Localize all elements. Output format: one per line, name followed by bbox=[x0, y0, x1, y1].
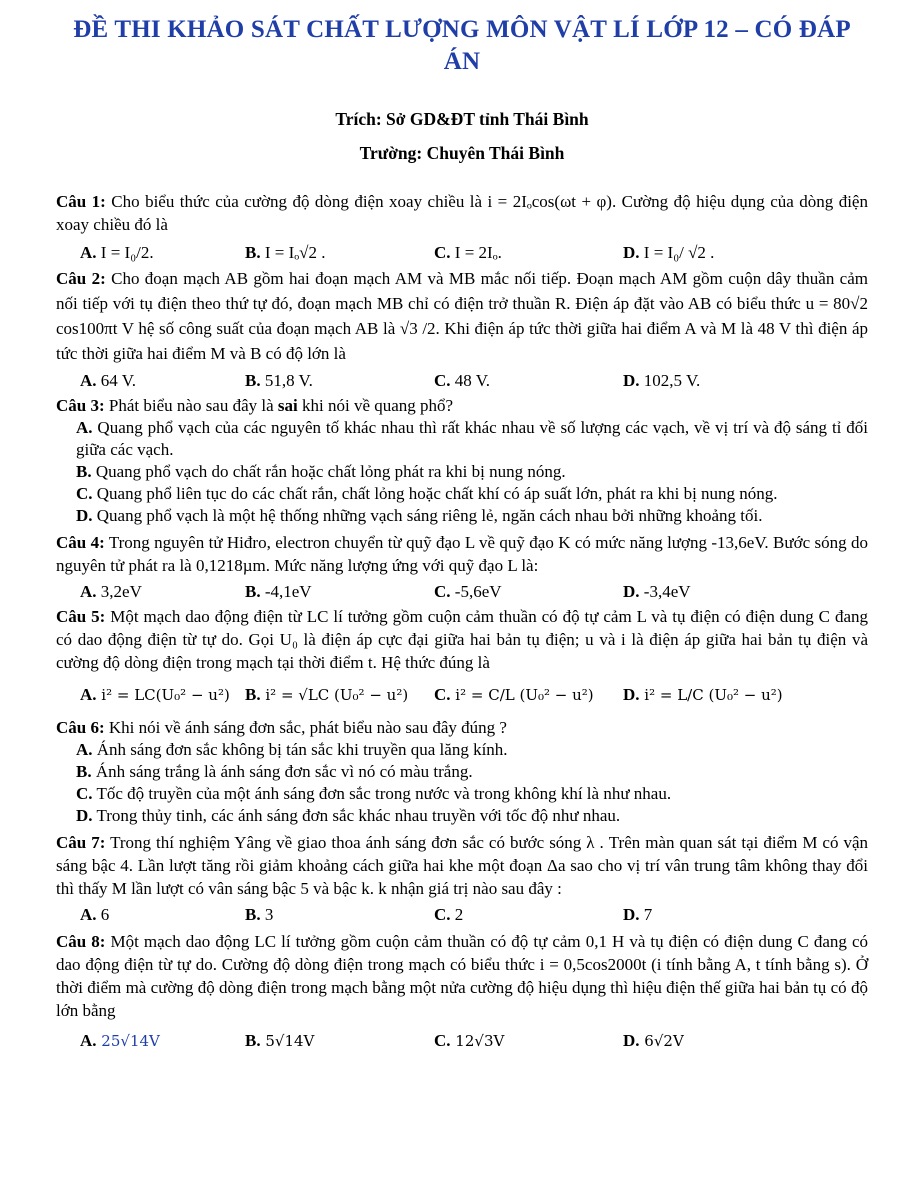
question-2-options bbox=[56, 370, 868, 392]
question-5 bbox=[56, 605, 868, 706]
option-b-label: B. bbox=[76, 462, 92, 481]
question-1 bbox=[56, 190, 868, 264]
question-3-emphasis: sai bbox=[277, 396, 298, 415]
option-d bbox=[623, 1030, 812, 1052]
question-2-label: Câu 2: bbox=[56, 269, 106, 288]
option-a bbox=[56, 581, 245, 603]
option-c bbox=[56, 483, 868, 505]
option-c-text: 48 V. bbox=[450, 371, 491, 390]
option-d-label: D. bbox=[623, 582, 640, 601]
option-c bbox=[434, 1030, 623, 1052]
option-c-text: Quang phổ liên tục do các chất rắn, chất lỏng hoặc chất khí có áp suất lớn, phát ra khi bị nung nóng. bbox=[92, 484, 778, 503]
question-7-options bbox=[56, 904, 868, 926]
question-8-label: Câu 8: bbox=[56, 932, 106, 951]
question-4-options bbox=[56, 581, 868, 603]
option-b-label: B. bbox=[245, 685, 261, 704]
option-b-text: i² = √LC (U₀² − u²) bbox=[260, 686, 409, 704]
option-b-text: Quang phổ vạch do chất rắn hoặc chất lỏng phát ra khi bị nung nóng. bbox=[91, 462, 566, 481]
question-7 bbox=[56, 831, 868, 926]
option-b-label: B. bbox=[245, 905, 261, 924]
option-b-label: B. bbox=[245, 371, 261, 390]
option-c-label: C. bbox=[76, 484, 93, 503]
question-5-text: Một mạch dao động điện từ LC lí tưởng gồm cuộn cảm thuần có độ tự cảm L và tụ điện có điện dung C đang có dao động điện từ tự do. Gọi U₀ là điện áp cực đại giữa hai bản tụ điện; u và i là điện áp giữa hai bản tụ điện và cường độ dòng điện trong mạch tại thời điểm t. Hệ thức đúng là bbox=[56, 607, 868, 672]
page-title: ĐỀ THI KHẢO SÁT CHẤT LƯỢNG MÔN VẬT LÍ LỚP 12 – CÓ ĐÁP ÁN bbox=[73, 16, 851, 75]
option-c-label: C. bbox=[434, 371, 451, 390]
option-d bbox=[623, 370, 812, 392]
option-c-label: C. bbox=[434, 905, 451, 924]
option-b-label: B. bbox=[245, 582, 261, 601]
question-5-options bbox=[56, 684, 868, 706]
option-c-label: C. bbox=[434, 1031, 451, 1050]
option-a-text: 64 V. bbox=[96, 371, 137, 390]
option-c-text: -5,6eV bbox=[450, 582, 502, 601]
option-d bbox=[623, 242, 812, 264]
option-c-text: i² = C/L (U₀² − u²) bbox=[450, 686, 594, 704]
question-4-text: Trong nguyên tử Hiđro, electron chuyển từ quỹ đạo L về quỹ đạo K có mức năng lượng -13,6eV. Bước sóng do nguyên tử phát ra là 0,1218µm. Mức năng lượng ứng với quỹ đạo L là: bbox=[56, 533, 868, 575]
question-5-stem bbox=[56, 605, 868, 674]
option-a-label: A. bbox=[76, 740, 93, 759]
option-d bbox=[623, 581, 812, 603]
option-d bbox=[56, 505, 868, 527]
question-1-label: Câu 1: bbox=[56, 192, 106, 211]
option-b bbox=[245, 581, 434, 603]
option-c-text: Tốc độ truyền của một ánh sáng đơn sắc trong nước và trong không khí là như nhau. bbox=[92, 784, 672, 803]
option-d-text: I = I₀/ √2 . bbox=[639, 243, 715, 262]
option-b bbox=[56, 461, 868, 483]
option-a-text: Quang phổ vạch của các nguyên tố khác nhau thì rất khác nhau về số lượng các vạch, về vị trí và độ sáng tỉ đối giữa các vạch. bbox=[76, 418, 868, 459]
option-c bbox=[56, 783, 868, 805]
question-3-text: Phát biểu nào sau đây là bbox=[104, 396, 278, 415]
question-7-label: Câu 7: bbox=[56, 833, 106, 852]
option-c bbox=[434, 581, 623, 603]
question-2-stem bbox=[56, 266, 868, 366]
option-d bbox=[623, 904, 812, 926]
question-7-text: Trong thí nghiệm Yâng về giao thoa ánh sáng đơn sắc có bước sóng λ . Trên màn quan sát tại điểm M có vận sáng bậc 4. Lần lượt tăng rồi giảm khoảng cách giữa hai khe một đoạn Δa sao cho vị trí vân trung tâm không thay đổi thì thấy M lần lượt có vân sáng bậc 5 và bậc k. k nhận giá trị nào sau đây : bbox=[56, 833, 868, 898]
question-8-options bbox=[56, 1030, 868, 1052]
option-c-label: C. bbox=[434, 243, 451, 262]
option-d-text: 7 bbox=[639, 905, 653, 924]
option-c bbox=[434, 242, 623, 264]
question-2-text: Cho đoạn mạch AB gồm hai đoạn mạch AM và MB mắc nối tiếp. Đoạn mạch AM gồm cuộn dây thuần cảm nối tiếp với tụ điện theo thứ tự đó, đoạn mạch MB chỉ có điện trở thuần R. Điện áp đặt vào AB có biểu thức u = 80√2 cos100πt V hệ số công suất của đoạn mạch AB là √3 /2. Khi điện áp tức thời giữa hai điểm A và M là 48 V thì điện áp tức thời giữa hai điểm M và B có độ lớn là bbox=[56, 269, 868, 363]
question-8 bbox=[56, 930, 868, 1052]
option-a-label: A. bbox=[80, 243, 97, 262]
question-8-text: Một mạch dao động LC lí tưởng gồm cuộn cảm thuần có độ tự cảm 0,1 H và tụ điện có điện dung C đang có dao động điện từ tự do. Cường độ dòng điện trong mạch có biểu thức i = 0,5cos2000t (i tính bằng A, t tính bằng s). Ở thời điểm mà cường độ dòng điện trong mạch bằng một nửa cường độ hiệu dụng thì hiệu điện thế giữa hai bản tụ có độ lớn bằng bbox=[56, 932, 868, 1020]
option-b-label: B. bbox=[76, 762, 92, 781]
option-c-text: I = 2Iₒ. bbox=[450, 243, 502, 262]
option-b bbox=[245, 904, 434, 926]
question-4 bbox=[56, 531, 868, 603]
option-c bbox=[434, 684, 623, 706]
option-a bbox=[56, 417, 868, 461]
question-6 bbox=[56, 716, 868, 827]
question-4-stem bbox=[56, 531, 868, 577]
option-b-label: B. bbox=[245, 1031, 261, 1050]
option-b-text: I = Iₒ√2 . bbox=[260, 243, 326, 262]
option-c bbox=[434, 904, 623, 926]
option-d-text: Trong thủy tinh, các ánh sáng đơn sắc khác nhau truyền với tốc độ như nhau. bbox=[92, 806, 621, 825]
option-b-text: Ánh sáng trắng là ánh sáng đơn sắc vì nó có màu trắng. bbox=[91, 762, 473, 781]
option-d-text: i² = L/C (U₀² − u²) bbox=[639, 686, 783, 704]
option-d-label: D. bbox=[623, 371, 640, 390]
option-a bbox=[56, 684, 245, 706]
option-c-label: C. bbox=[76, 784, 93, 803]
option-a bbox=[56, 370, 245, 392]
option-a-label: A. bbox=[80, 905, 97, 924]
question-8-stem bbox=[56, 930, 868, 1022]
option-d bbox=[623, 684, 812, 706]
option-a-text: i² = LC(U₀² − u²) bbox=[96, 686, 230, 704]
option-b-text: 3 bbox=[260, 905, 274, 924]
option-d-label: D. bbox=[76, 806, 93, 825]
option-b bbox=[245, 242, 434, 264]
option-b-text: 51,8 V. bbox=[260, 371, 313, 390]
option-d-label: D. bbox=[623, 243, 640, 262]
option-b bbox=[245, 370, 434, 392]
option-d-label: D. bbox=[76, 506, 93, 525]
option-b-text: -4,1eV bbox=[260, 582, 312, 601]
question-1-text: Cho biểu thức của cường độ dòng điện xoay chiều là i = 2Iₒcos(ωt + φ). Cường độ hiệu dụng của dòng điện xoay chiều đó là bbox=[56, 192, 868, 234]
option-a-label: A. bbox=[76, 418, 93, 437]
exam-page bbox=[56, 14, 868, 1054]
question-6-label: Câu 6: bbox=[56, 718, 105, 737]
question-7-stem bbox=[56, 831, 868, 900]
option-b bbox=[245, 1030, 434, 1052]
option-c bbox=[434, 370, 623, 392]
option-a-label: A. bbox=[80, 685, 97, 704]
question-3-text-end: khi nói về quang phổ? bbox=[297, 396, 454, 415]
option-a-label: A. bbox=[80, 1031, 97, 1050]
question-1-stem bbox=[56, 190, 868, 236]
option-a-text: Ánh sáng đơn sắc không bị tán sắc khi truyền qua lăng kính. bbox=[92, 740, 508, 759]
source-line: Trích: Sở GD&ĐT tỉnh Thái Bình bbox=[335, 109, 589, 129]
option-b bbox=[245, 684, 434, 706]
option-a-label: A. bbox=[80, 371, 97, 390]
question-6-text: Khi nói về ánh sáng đơn sắc, phát biểu nào sau đây đúng ? bbox=[104, 718, 507, 737]
option-d-label: D. bbox=[623, 685, 640, 704]
option-d-label: D. bbox=[623, 905, 640, 924]
option-a bbox=[56, 1030, 245, 1052]
question-1-options bbox=[56, 242, 868, 264]
school-line: Trường: Chuyên Thái Bình bbox=[359, 143, 565, 163]
option-d-text: -3,4eV bbox=[639, 582, 691, 601]
question-4-label: Câu 4: bbox=[56, 533, 105, 552]
option-a bbox=[56, 904, 245, 926]
option-d-text: Quang phổ vạch là một hệ thống những vạch sáng riêng lẻ, ngăn cách nhau bởi những khoảng tối. bbox=[92, 506, 763, 525]
option-d-text: 102,5 V. bbox=[639, 371, 701, 390]
question-5-label: Câu 5: bbox=[56, 607, 106, 626]
question-6-stem bbox=[56, 716, 868, 739]
option-c-label: C. bbox=[434, 582, 451, 601]
option-b-text: 5√14V bbox=[260, 1032, 315, 1050]
option-a bbox=[56, 739, 868, 761]
option-c-text: 2 bbox=[450, 905, 464, 924]
option-c-label: C. bbox=[434, 685, 451, 704]
option-a bbox=[56, 242, 245, 264]
option-d-label: D. bbox=[623, 1031, 640, 1050]
option-a-text: 3,2eV bbox=[96, 582, 142, 601]
question-3 bbox=[56, 394, 868, 527]
option-d bbox=[56, 805, 868, 827]
option-d-text: 6√2V bbox=[639, 1032, 684, 1050]
option-a-text: I = I₀/2. bbox=[96, 243, 154, 262]
option-a-text: 25√14V bbox=[96, 1032, 160, 1050]
option-a-label: A. bbox=[80, 582, 97, 601]
option-c-text: 12√3V bbox=[450, 1032, 505, 1050]
question-2 bbox=[56, 266, 868, 392]
question-3-label: Câu 3: bbox=[56, 396, 105, 415]
option-b-label: B. bbox=[245, 243, 261, 262]
option-b bbox=[56, 761, 868, 783]
option-a-text: 6 bbox=[96, 905, 110, 924]
question-3-stem bbox=[56, 394, 868, 417]
